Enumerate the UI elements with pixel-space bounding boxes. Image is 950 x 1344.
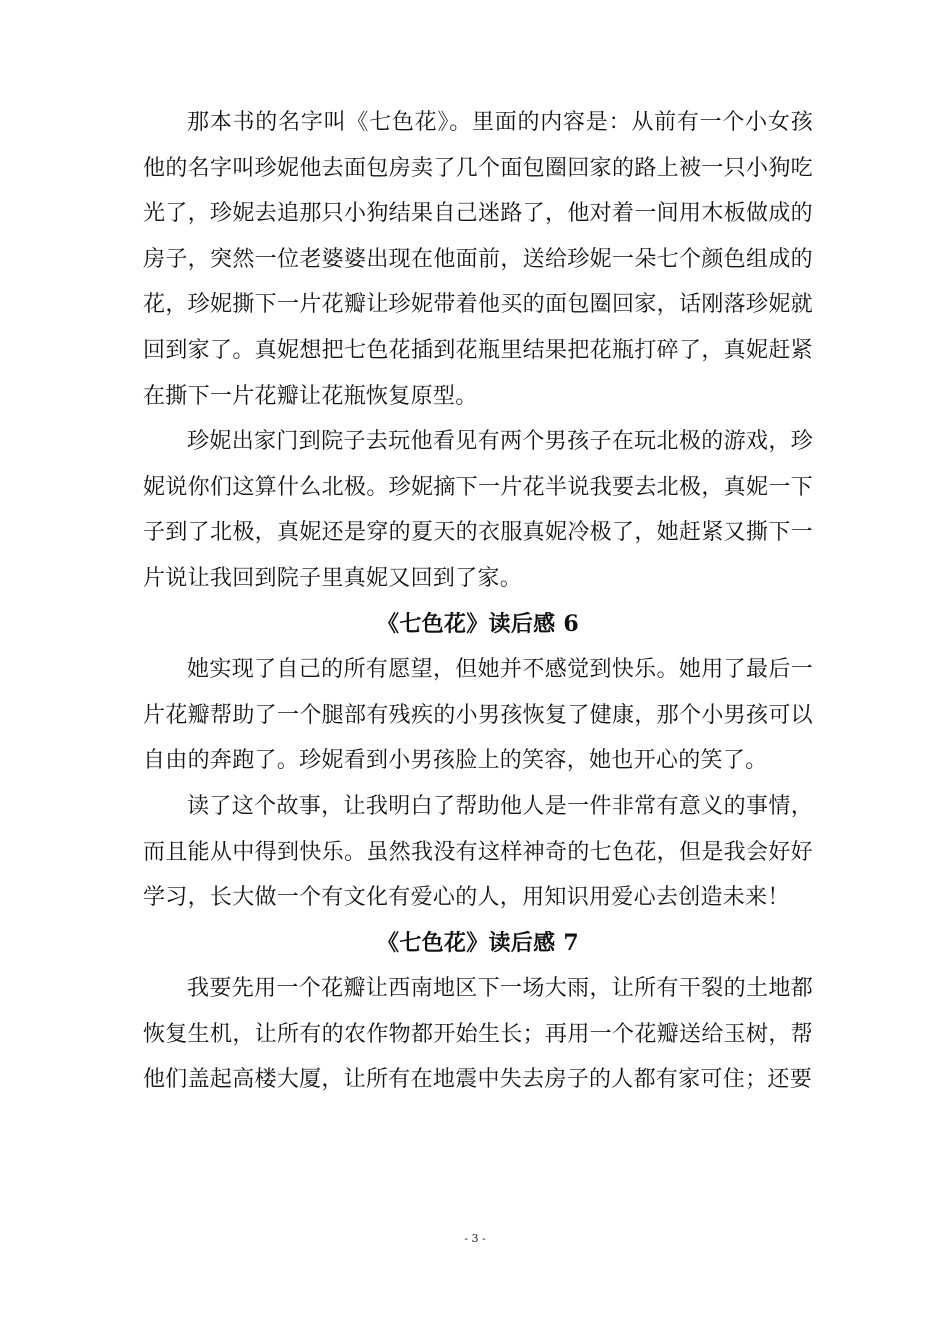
section-heading-6: 《七色花》读后感 6 [377,610,579,637]
document-body [143,100,813,1103]
paragraph-2: 珍妮出家门到院子去玩他看见有两个男孩子在玩北极的游戏，珍妮说你们这算什么北极。珍妮摘下一片花半说我要去北极，真妮一下子到了北极，真妮还是穿的夏天的衣服真妮冷极了，她赶紧又撕下一片说让我回到院子里真妮又回到了家。 [143,429,813,591]
paragraph-3: 她实现了自己的所有愿望，但她并不感觉到快乐。她用了最后一片花瓣帮助了一个腿部有残疾的小男孩恢复了健康，那个小男孩可以自由的奔跑了。珍妮看到小男孩脸上的笑容，她也开心的笑了。 [143,657,813,774]
paragraph-5: 我要先用一个花瓣让西南地区下一场大雨，让所有干裂的土地都恢复生机，让所有的农作物都开始生长；再用一个花瓣送给玉树，帮他们盖起高楼大厦，让所有在地震中失去房子的人都有家可住；还要 [143,976,813,1093]
page-number: - 3 - [464,1232,486,1245]
paragraph-1: 那本书的名字叫《七色花》。里面的内容是：从前有一个小女孩他的名字叫珍妮他去面包房卖了几个面包圈回家的路上被一只小狗吃光了，珍妮去追那只小狗结果自己迷路了，他对着一间用木板做成的房子，突然一位老婆婆出现在他面前，送给珍妮一朵七个颜色组成的花，珍妮撕下一片花瓣让珍妮带着他买的面包圈回家，话刚落珍妮就回到家了。真妮想把七色花插到花瓶里结果把花瓶打碎了，真妮赶紧在撕下一片花瓣让花瓶恢复原型。 [143,110,813,409]
section-heading-7: 《七色花》读后感 7 [377,929,579,956]
paragraph-4: 读了这个故事，让我明白了帮助他人是一件非常有意义的事情，而且能从中得到快乐。虽然我没有这样神奇的七色花，但是我会好好学习，长大做一个有文化有爱心的人，用知识用爱心去创造未来！ [143,793,813,911]
